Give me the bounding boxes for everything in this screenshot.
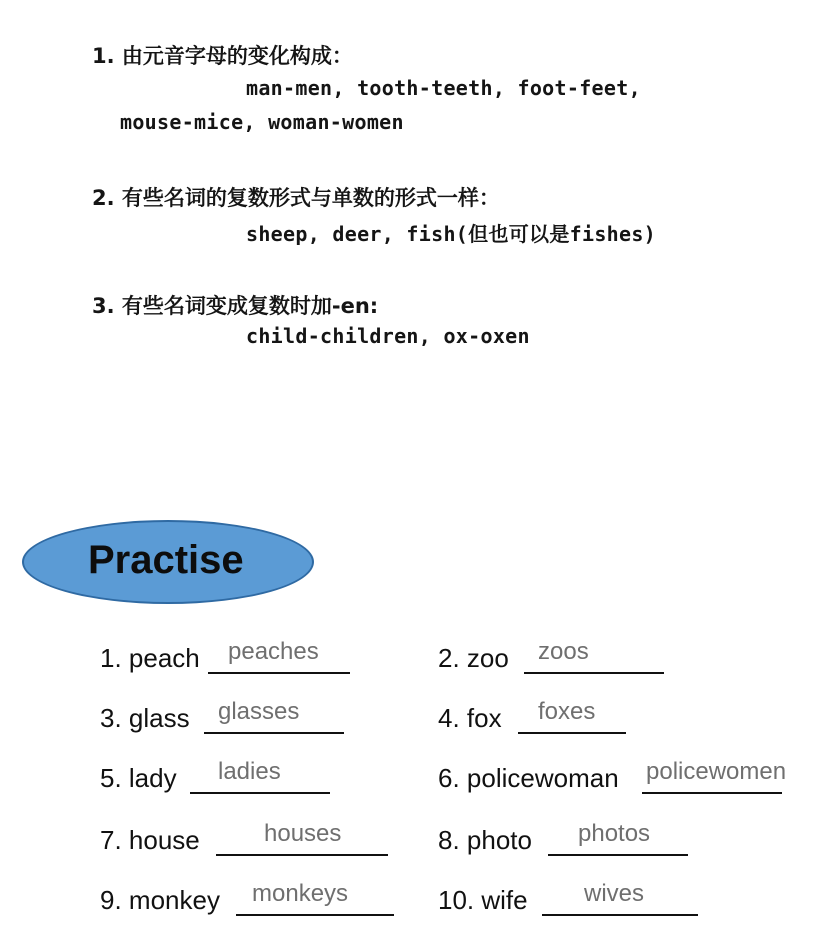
answer-text: houses [264, 820, 342, 847]
rule-1-examples-line2: mouse-mice, woman-women [120, 110, 404, 134]
rule-3-heading: 3. 有些名词变成复数时加-en: [92, 294, 379, 318]
exercise-prompt: 3. glass [100, 703, 190, 733]
answer-blank[interactable] [642, 792, 782, 794]
answer-blank[interactable] [542, 914, 698, 916]
exercise-prompt: 7. house [100, 825, 200, 855]
exercise-item-3 [100, 700, 360, 740]
exercise-prompt: 9. monkey [100, 885, 220, 915]
exercise-prompt: 6. policewoman [438, 763, 619, 793]
exercise-item-2 [438, 640, 698, 680]
answer-blank[interactable] [204, 732, 344, 734]
answer-text: photos [578, 820, 651, 847]
answer-blank[interactable] [518, 732, 626, 734]
answer-text: policewomen [646, 758, 787, 785]
answer-blank[interactable] [236, 914, 394, 916]
rule-1-heading: 1. 由元音字母的变化构成： [92, 44, 353, 68]
exercise-prompt: 2. zoo [438, 643, 509, 673]
exercise-item-10 [438, 882, 708, 922]
answer-blank[interactable] [208, 672, 350, 674]
answer-blank[interactable] [216, 854, 388, 856]
exercise-item-7 [100, 822, 400, 862]
exercise-prompt: 1. peach [100, 643, 200, 673]
exercise-prompt: 10. wife [438, 885, 528, 915]
answer-blank[interactable] [524, 672, 664, 674]
answer-text: glasses [218, 698, 300, 725]
exercise-item-4 [438, 700, 698, 740]
answer-text: ladies [218, 758, 281, 785]
rule-2-examples-line1: sheep, deer, fish(但也可以是fishes) [246, 222, 657, 246]
rule-3-examples-line1: child-children, ox-oxen [246, 324, 530, 348]
exercise-item-9 [100, 882, 400, 922]
answer-blank[interactable] [548, 854, 688, 856]
exercise-item-1 [100, 640, 360, 680]
exercise-prompt: 4. fox [438, 703, 502, 733]
exercise-prompt: 5. lady [100, 763, 177, 793]
answer-text: peaches [228, 638, 319, 665]
rule-2-heading: 2. 有些名词的复数形式与单数的形式一样： [92, 186, 500, 210]
answer-text: zoos [538, 638, 589, 665]
exercise-prompt: 8. photo [438, 825, 532, 855]
answer-text: wives [584, 880, 645, 907]
rule-1-examples-line1: man-men, tooth-teeth, foot-feet, [246, 76, 641, 100]
exercise-item-6 [438, 760, 812, 800]
plural-rules-section [0, 0, 815, 420]
exercise-item-5 [100, 760, 360, 800]
answer-blank[interactable] [190, 792, 330, 794]
answer-text: foxes [538, 698, 596, 725]
exercise-item-8 [438, 822, 698, 862]
practise-title: Practise [88, 538, 244, 582]
answer-text: monkeys [252, 880, 349, 907]
